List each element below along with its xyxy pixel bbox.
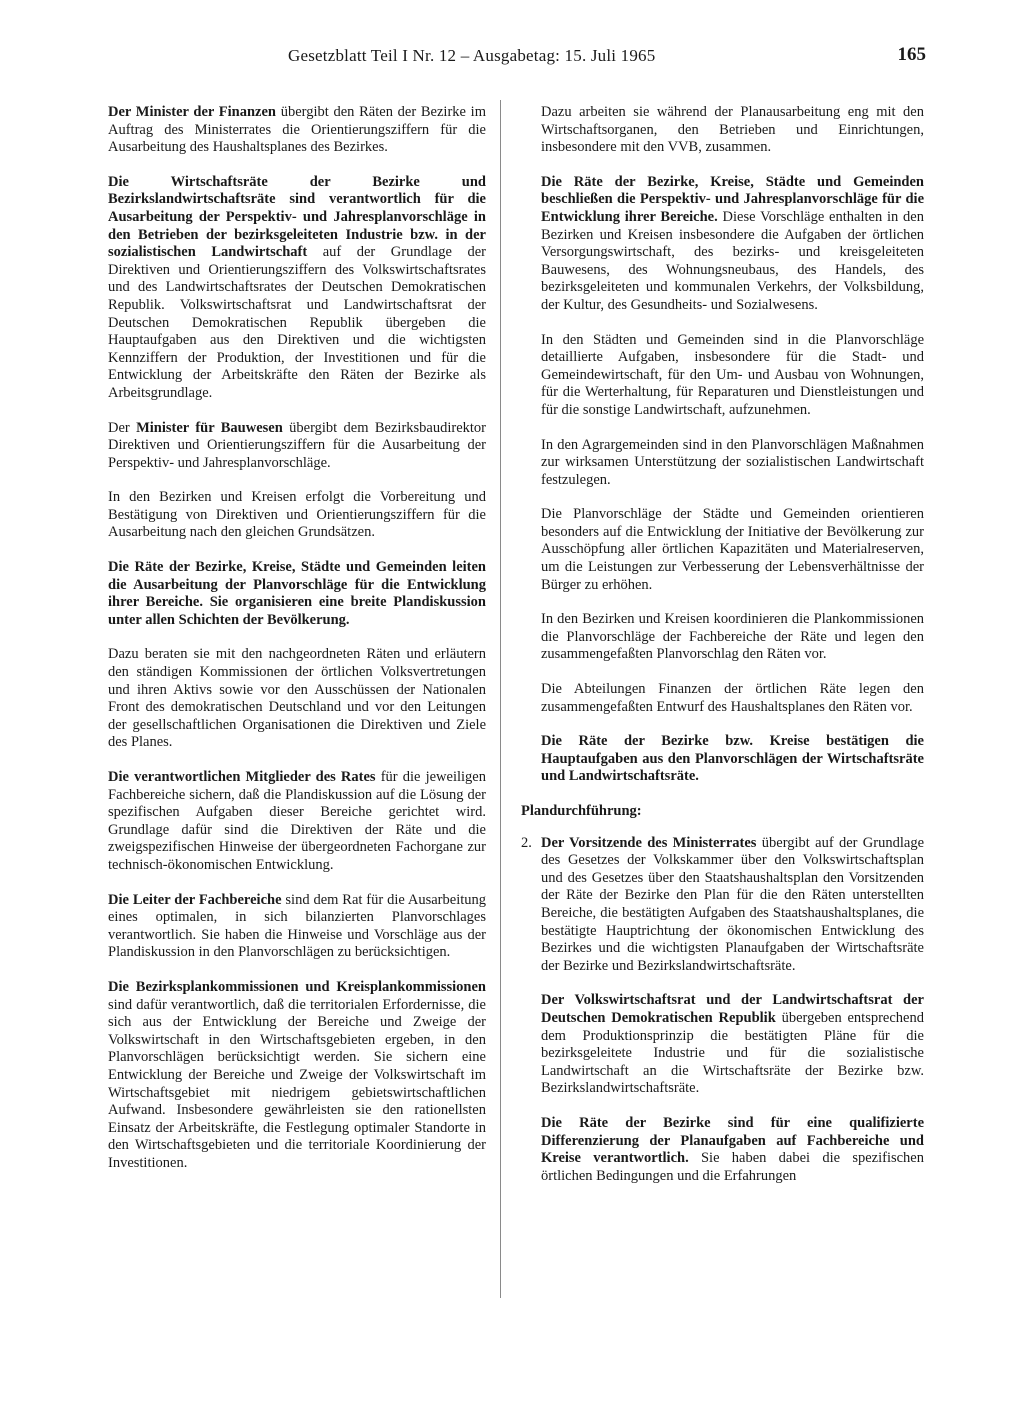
paragraph-text: Diese Vorschläge enthalten in den Bezirken und Kreisen insbesondere die Aufgaben der örtlichen Versorgungswirtschaft, des bezirks- und kreisgeleiteten Bauwesens, des Wohnungsneubaus, des Handels, des bezirksgeleiteten und kommunalen Verkehrs, der Volksbildung, der Kultur, des Gesundheits- und Sozialwesens. (541, 208, 924, 313)
paragraph: Dazu arbeiten sie während der Planausarbeitung eng mit den Wirtschaftsorganen, den Betrieben und Einrichtungen, insbesondere mit den VVB, zusammen. (541, 104, 924, 156)
column-divider (500, 100, 501, 1298)
paragraph: Die Abteilungen Finanzen der örtlichen Räte legen den zusammengefaßten Entwurf des Haushaltsplanes den Räten vor. (541, 681, 924, 715)
paragraph-text: sind dafür verantwortlich, daß die territorialen Erfordernisse, die sich aus der Entwicklung der Bereiche und Zweige der Volkswirtschaft in den Wirtschaftsgebieten ergeben, in den Planvorschlägen berücksichtigt werden. Sie sichern eine Entwicklung der Bereiche und Zweige der Volkswirtschaft im Wirtschaftsgebiet mit niedrigem gebietswirtschaftlichen Aufwand. Insbesondere gewährleisten sie den rationellsten Einsatz der Arbeitskräfte, die Festlegung optimaler Standorte in den Wirtschaftsgebieten und die territoriale Koordinierung der Investitionen. (108, 996, 486, 1171)
paragraph: Die Planvorschläge der Städte und Gemeinden orientieren besonders auf die Entwicklung der Initiative der Bevölkerung zur Ausschöpfung aller örtlichen Kapazitäten und Materialreserven, um die Leistungen zur Verbesserung der Lebensverhältnisse der Bürger zu erhöhen. (541, 506, 924, 593)
bold-lead: Die Bezirksplankommissionen und Kreisplankommissionen (108, 978, 486, 995)
paragraph-text: für die jeweiligen Fachbereiche sichern, daß die Plandiskussion auf die Lösung der spezifischen Aufgaben dieser Bereiche gerichtet wird. Grundlage dafür sind die Direktiven der Räte und die zweigspezifischen Hinweise der übergeordneten Fachorgane zur technisch-ökonomischen Entwicklung. (108, 769, 486, 873)
right-column (521, 104, 924, 1185)
paragraph (108, 420, 486, 473)
paragraph-text: Der (108, 419, 137, 436)
paragraph-text: auf der Grundlage der Direktiven und Orientierungsziffern des Volkswirtschaftsrates und des Landwirtschaftsrates der Deutschen Demokratischen Republik. Volkswirtschaftsrat und Landwirtschaftsrat der Deutschen Demokratischen Republik übergeben die Hauptaufgaben aus den Direktiven und die wichtigsten Kennziffern der Produktion, der Investitionen und für die Entwicklung der Arbeitskräfte den Räten der Bezirke als Arbeitsgrundlage. (108, 244, 486, 401)
paragraph: In den Agrargemeinden sind in den Planvorschlägen Maßnahmen zur wirksamen Unterstützung der sozialistischen Landwirtschaft festzulegen. (541, 436, 924, 488)
paragraph: Dazu beraten sie mit den nachgeordneten Räten und erläutern den ständigen Kommissionen der örtlichen Volksvertretungen und ihren Aktivs sowie vor den Ausschüssen der Nationalen Front des demokratischen Deutschland und vor den Leitungen der gesellschaftlichen Organisationen die Direktiven und Ziele des Planes. (108, 646, 486, 751)
paragraph: In den Bezirken und Kreisen koordinieren die Plankommissionen die Planvorschläge der Fachbereiche der Räte und legen den zusammengefaßten Planvorschlag den Räten vor. (541, 611, 924, 663)
paragraph: In den Bezirken und Kreisen erfolgt die Vorbereitung und Bestätigung von Direktiven und Orientierungsziffern für die Ausarbeitung nach den gleichen Grundsätzen. (108, 489, 486, 541)
paragraph (521, 1115, 924, 1185)
paragraph-text: sind dem Rat für die Ausarbeitung eines optimalen, in sich bilanzierten Planvorschlages verantwortlich. Sie haben die Hinweise und Vorschläge aus der Plandiskussion in den Planvorschlägen zu berücksichtigen. (108, 891, 487, 961)
paragraph (521, 992, 924, 1098)
running-title: Gesetzblatt Teil I Nr. 12 – Ausgabetag: 15. Juli 1965 (288, 46, 656, 65)
bold-lead: Die Räte der Bezirke bzw. Kreise bestätigen die Hauptaufgaben aus den Planvorschlägen der Wirtschaftsräte und Landwirtschaftsräte. (541, 733, 924, 785)
paragraph-text: übergibt auf der Grundlage des Gesetzes der Volkskammer über den Volkswirtschaftsplan und des Gesetzes über den Staatshaushaltsplan den Vorsitzenden der Räte der Bezirke den Plan für die den Räten unterstellten Bereiche, die bestätigten Aufgaben des Staatshaushaltsplanes, die bestätigte Hauptrichtung der ökonomischen Entwicklung des Bezirkes und die wichtigsten Planaufgaben der Wirtschaftsräte der Bezirke und Bezirkslandwirtschaftsräte. (541, 834, 925, 974)
bold-lead: Der Vorsitzende des Ministerrates (541, 834, 757, 851)
paragraph (521, 174, 924, 315)
page-number: 165 (897, 44, 926, 65)
page-header (108, 44, 926, 74)
paragraph (108, 979, 486, 1173)
bold-lead: Die Räte der Bezirke, Kreise, Städte und Gemeinden beschließen die Perspektiv- und Jahresplanvorschläge für die Entwicklung ihrer Bereiche. (541, 173, 924, 225)
bold-lead: Minister für Bauwesen (136, 419, 283, 436)
paragraph: In den Städten und Gemeinden sind in die Planvorschläge detaillierte Aufgaben, insbesondere für die Stadt- und Gemeindewirtschaft, für den Um- und Ausbau von Wohnungen, für die Werterhaltung, für Reparaturen und Dienstleistungen und für die sonstige Landwirtschaft, aufzunehmen. (541, 331, 924, 418)
bold-lead: Die verantwortlichen Mitglieder des Rates (108, 769, 376, 785)
paragraph (108, 769, 486, 875)
paragraph-text: übergeben entsprechend dem Produktionsprinzip die bestätigten Pläne für die bezirksgeleitete Industrie und für die sozialistische Landwirtschaft an die Wirtschaftsräte der Bezirke bzw. Bezirkslandwirtschaftsräte. (541, 1009, 924, 1097)
section-heading: Plandurchführung: (521, 803, 642, 819)
paragraph (108, 892, 486, 962)
bold-lead: Die Räte der Bezirke, Kreise, Städte und Gemeinden leiten die Ausarbeitung der Planvorschläge für die Entwicklung ihrer Bereiche. Sie organisieren eine breite Plandiskussion unter allen Schichten der Bevölkerung. (108, 559, 486, 628)
left-column (108, 104, 486, 1172)
bold-paragraph (521, 733, 924, 786)
bold-lead: Der Volkswirtschaftsrat und der Landwirtschaftsrat der Deutschen Demokratischen Republik (541, 992, 924, 1026)
item-number: 2. (521, 834, 532, 851)
paragraph-text: Sie haben dabei die spezifischen örtlichen Bedingungen und die Erfahrungen (541, 1150, 924, 1184)
bold-lead: Die Leiter der Fachbereiche (108, 891, 282, 908)
paragraph (108, 104, 486, 157)
paragraph (108, 174, 486, 403)
paragraph-text: übergibt dem Bezirksbaudirektor Direktiven und Orientierungsziffern für die Ausarbeitung der Perspektiv- und Jahresplanvorschläge. (108, 419, 486, 471)
paragraph-text: übergibt den Räten der Bezirke im Auftrag des Ministerrates die Orientierungsziffern für die Ausarbeitung des Haushaltsplanes des Bezirkes. (108, 104, 486, 156)
bold-lead: Die Wirtschaftsräte der Bezirke und Bezirkslandwirtschaftsräte sind verantwortlich für die Ausarbeitung der Perspektiv- und Jahresplanvorschläge in den Betrieben der bezirksgeleiteten Industrie bzw. in der sozialistischen Landwirtschaft (108, 173, 486, 261)
bold-paragraph (108, 559, 486, 629)
bold-lead: Der Minister der Finanzen (108, 104, 276, 120)
numbered-paragraph (521, 835, 924, 976)
bold-lead: Die Räte der Bezirke sind für eine qualifizierte Differenzierung der Planaufgaben auf Fachbereiche und Kreise verantwortlich. (541, 1114, 924, 1167)
